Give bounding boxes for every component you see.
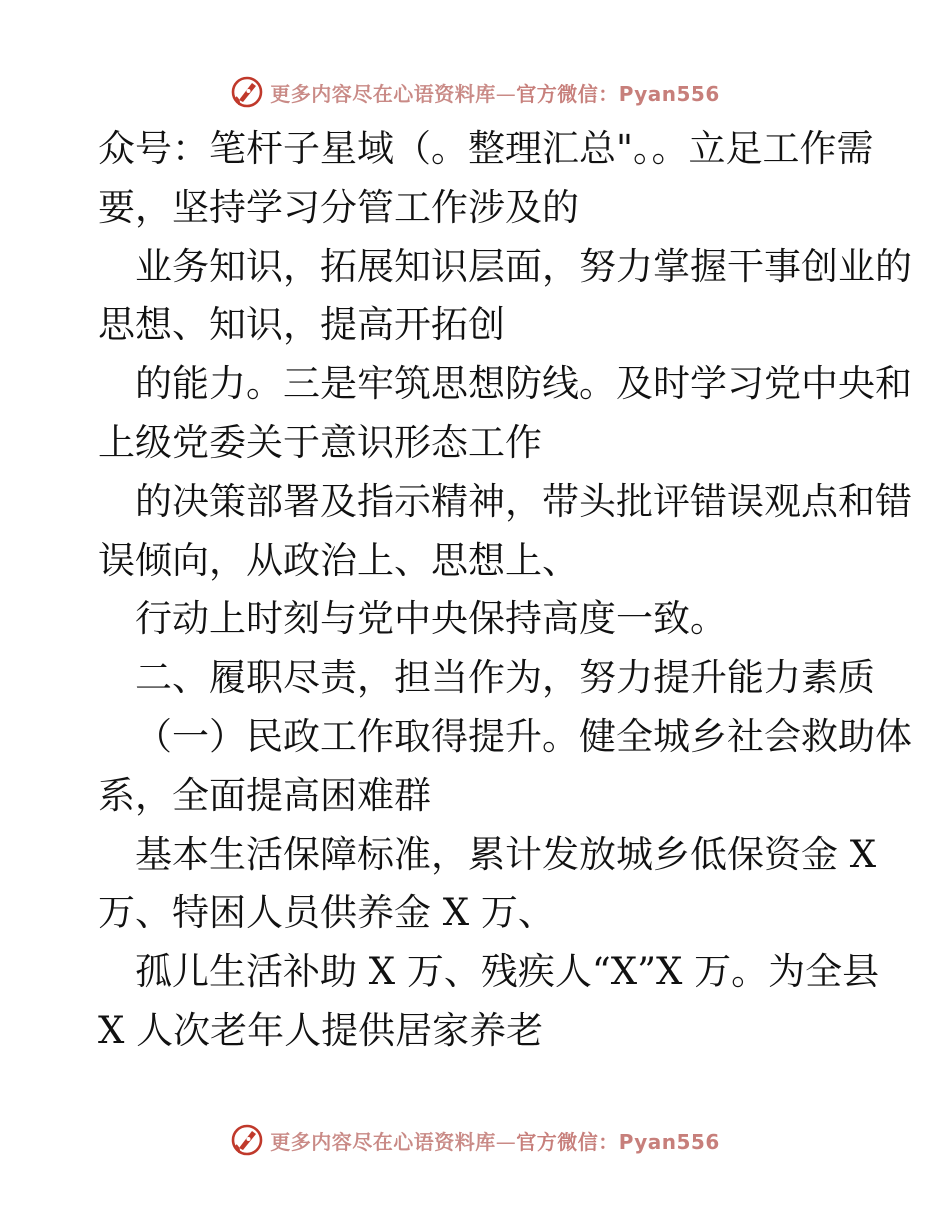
text-line: 系，全面提高困难群 — [98, 773, 431, 817]
text-line: 要，坚持学习分管工作涉及的 — [98, 185, 579, 229]
text-line: 误倾向，从政治上、思想上、 — [98, 538, 579, 582]
watermark-text: 更多内容尽在心语资料库—官方微信：Pyan556 — [270, 81, 720, 106]
watermark-text: 更多内容尽在心语资料库—官方微信：Pyan556 — [270, 1129, 720, 1154]
document-body — [98, 120, 912, 1061]
text-line: 孤儿生活补助 X 万、残疾人“X”X 万。为全县 — [135, 950, 880, 994]
text-line: 思想、知识，提高开拓创 — [98, 303, 505, 347]
watermark-header — [0, 72, 950, 112]
text-line: （一）民政工作取得提升。健全城乡社会救助体 — [135, 714, 912, 758]
text-line: 的能力。三是牢筑思想防线。及时学习党中央和 — [135, 362, 912, 406]
text-line: 基本生活保障标准，累计发放城乡低保资金 X — [135, 832, 877, 876]
text-line: 众号：笔杆子星域（。整理汇总"。。立足工作需 — [98, 127, 874, 170]
text-line: 上级党委关于意识形态工作 — [98, 420, 542, 464]
watermark-footer — [0, 1120, 950, 1160]
text-line: X 人次老年人提供居家养老 — [98, 1008, 544, 1052]
section-heading: 二、履职尽责，担当作为，努力提升能力素质 — [135, 656, 875, 700]
text-line: 业务知识，拓展知识层面，努力掌握干事创业的 — [135, 244, 912, 288]
text-line: 行动上时刻与党中央保持高度一致。 — [135, 597, 727, 641]
pen-nib-circle-icon — [230, 75, 264, 109]
text-line: 的决策部署及指示精神，带头批评错误观点和错 — [135, 479, 912, 523]
text-line: 万、特困人员供养金 X 万、 — [98, 891, 555, 935]
pen-nib-circle-icon — [230, 1123, 264, 1157]
